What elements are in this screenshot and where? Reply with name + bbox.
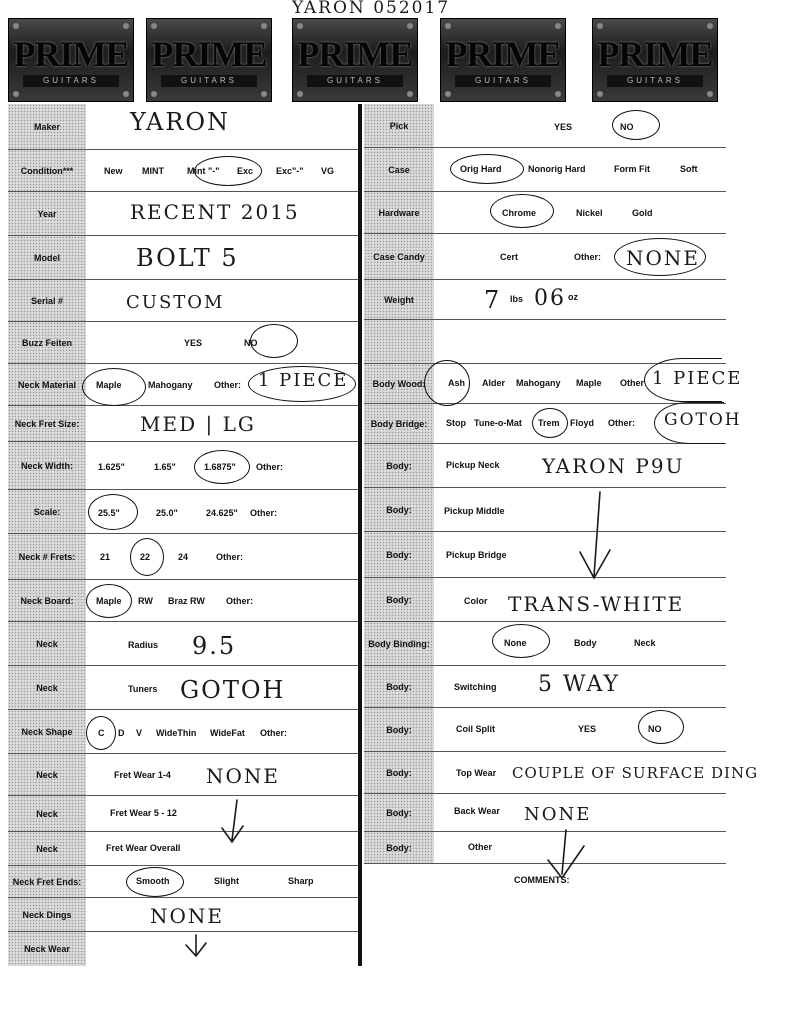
option: Exc — [237, 166, 254, 176]
option: Floyd — [570, 418, 594, 428]
option: 1.625" — [98, 462, 125, 472]
row-label: Body: — [364, 666, 434, 707]
option: Other: — [250, 508, 277, 518]
handwritten-value: 1 PIECE — [652, 368, 743, 389]
field-label: Top Wear — [456, 768, 497, 778]
option: 25.5" — [98, 508, 120, 518]
option: Mahogany — [516, 378, 561, 388]
row-label: Serial # — [8, 280, 86, 321]
logo-sub: GUITARS — [607, 75, 703, 87]
handwritten-value: COUPLE OF SURFACE DING — [512, 764, 759, 782]
option: Body — [574, 638, 597, 648]
row-label: Pick — [364, 104, 434, 147]
option: 22 — [140, 552, 151, 562]
option: Cert — [500, 252, 519, 262]
option: 24.625" — [206, 508, 238, 518]
option: VG — [321, 166, 335, 176]
option: Mint "-" — [187, 166, 220, 176]
option: WideThin — [156, 728, 197, 738]
logo-word: PRIME — [13, 34, 129, 74]
option: Stop — [446, 418, 466, 428]
row-label: Neck Fret Ends: — [8, 866, 86, 897]
row-label: Neck Board: — [8, 580, 86, 621]
row-label: Maker — [8, 104, 86, 149]
field-label: Back Wear — [454, 806, 500, 816]
handwritten-value: TRANS-WHITE — [508, 592, 685, 616]
ditto-arrow-head — [548, 846, 584, 878]
option: 1.6875" — [204, 462, 236, 472]
field-label: Fret Wear 1-4 — [114, 770, 171, 780]
row-label: Buzz Feiten — [8, 322, 86, 363]
option: Nickel — [576, 208, 603, 218]
logo-word: PRIME — [151, 34, 267, 74]
logo-word: PRIME — [597, 34, 713, 74]
row-label: Body Binding: — [364, 622, 434, 665]
row-label: Neck — [8, 832, 86, 865]
option: MINT — [142, 166, 164, 176]
handwritten-value: 5 WAY — [538, 672, 621, 697]
option: D — [118, 728, 125, 738]
row-label: Neck Dings — [8, 898, 86, 931]
option: Other: — [260, 728, 287, 738]
row-label: Neck — [8, 622, 86, 665]
row-label: Hardware — [364, 192, 434, 233]
weight-lbs-value: 7 — [484, 286, 502, 314]
row-label: Body: — [364, 832, 434, 863]
ditto-arrow — [594, 492, 600, 576]
handwritten-value: RECENT 2015 — [130, 200, 300, 224]
option: WideFat — [210, 728, 245, 738]
option: Other: — [608, 418, 635, 428]
unit-lbs: lbs — [510, 294, 524, 304]
handwritten-value: 9.5 — [192, 632, 237, 660]
row-label: Body: — [364, 752, 434, 793]
option: Other: — [226, 596, 253, 606]
handwritten-value: GOTOH — [664, 410, 742, 430]
option: Neck — [634, 638, 656, 648]
option: Gold — [632, 208, 653, 218]
row-label: Body: — [364, 578, 434, 621]
option-no: NO — [244, 338, 258, 348]
option: Form Fit — [614, 164, 650, 174]
option: Exc"-" — [276, 166, 304, 176]
row-label: Body: — [364, 488, 434, 531]
option: Maple — [96, 596, 122, 606]
logo-sub: GUITARS — [161, 75, 257, 87]
option: Trem — [538, 418, 560, 428]
option: Slight — [214, 876, 239, 886]
handwritten-header: YARON 052017 — [292, 0, 451, 18]
option: Mahogany — [148, 380, 193, 390]
comments-label: COMMENTS: — [514, 875, 570, 885]
row-label: Neck Material — [8, 364, 86, 405]
option-yes: YES — [184, 338, 203, 348]
row-label: Neck Width: — [8, 442, 86, 489]
row-label: Year — [8, 192, 86, 235]
row-label: Body: — [364, 794, 434, 831]
handwritten-value: GOTOH — [180, 676, 286, 704]
row-label: Neck — [8, 666, 86, 709]
ditto-arrow — [562, 830, 566, 874]
handwritten-value: MED | LG — [140, 412, 256, 436]
option: V — [136, 728, 143, 738]
row-label: Neck Shape — [8, 710, 86, 753]
weight-oz-value: 06 — [534, 286, 566, 311]
option: Other: — [216, 552, 243, 562]
field-label: Color — [464, 596, 488, 606]
field-label: Pickup Neck — [446, 460, 500, 470]
row-label: Body Bridge: — [364, 404, 434, 443]
field-label: Fret Wear 5 - 12 — [110, 808, 177, 818]
field-label: Other — [468, 842, 493, 852]
option: C — [98, 728, 105, 738]
handwritten-value: NONE — [524, 804, 592, 825]
handwritten-value: NONE — [626, 246, 700, 270]
row-label: Case Candy — [364, 234, 434, 279]
row-label: Body: — [364, 532, 434, 577]
option: RW — [138, 596, 153, 606]
row-label: Case — [364, 148, 434, 191]
row-label: Neck # Frets: — [8, 534, 86, 579]
option: Maple — [96, 380, 122, 390]
option-yes: YES — [554, 122, 573, 132]
field-label: Switching — [454, 682, 497, 692]
field-label: Radius — [128, 640, 159, 650]
ditto-arrow — [232, 800, 237, 840]
option: 25.0" — [156, 508, 178, 518]
option: Ash — [448, 378, 466, 388]
field-label: Coil Split — [456, 724, 495, 734]
option-no: NO — [620, 122, 634, 132]
option: 1.65" — [154, 462, 176, 472]
row-label: Neck Wear — [8, 932, 86, 966]
option: Nonorig Hard — [528, 164, 586, 174]
handwritten-value: NONE — [206, 764, 280, 788]
option-no: NO — [648, 724, 662, 734]
option: None — [504, 638, 527, 648]
option: Other: — [256, 462, 283, 472]
field-label: Pickup Middle — [444, 506, 505, 516]
logo-word: PRIME — [445, 34, 561, 74]
option: Smooth — [136, 876, 170, 886]
option: Sharp — [288, 876, 314, 886]
handwritten-value: YARON — [130, 108, 231, 136]
option: 21 — [100, 552, 111, 562]
option: New — [104, 166, 123, 176]
row-label: Neck — [8, 796, 86, 831]
option: Chrome — [502, 208, 537, 218]
unit-oz: oz — [568, 292, 578, 302]
logo-sub: GUITARS — [23, 75, 119, 87]
field-label: Pickup Bridge — [446, 550, 507, 560]
handwritten-value: CUSTOM — [126, 292, 225, 313]
row-label: Weight — [364, 280, 434, 319]
field-label: Tuners — [128, 684, 158, 694]
handwritten-value: 1 PIECE — [258, 370, 349, 391]
option: Alder — [482, 378, 506, 388]
field-label: Fret Wear Overall — [106, 843, 181, 853]
option: Other — [620, 378, 645, 388]
row-label: Scale: — [8, 490, 86, 533]
option: 24 — [178, 552, 189, 562]
logo-word: PRIME — [297, 34, 413, 74]
option: Soft — [680, 164, 698, 174]
option: Tune-o-Mat — [474, 418, 522, 428]
option: Other: — [574, 252, 601, 262]
handwritten-value: NONE — [150, 904, 224, 928]
row-label: Neck — [8, 754, 86, 795]
row-label: Body Wood: — [364, 364, 434, 403]
option: Braz RW — [168, 596, 205, 606]
logo-sub: GUITARS — [307, 75, 403, 87]
row-label: Body: — [364, 708, 434, 751]
option: Maple — [576, 378, 602, 388]
handwritten-value: YARON P9U — [542, 454, 685, 478]
option-yes: YES — [578, 724, 597, 734]
row-label: Model — [8, 236, 86, 279]
logo-sub: GUITARS — [455, 75, 551, 87]
row-label: Condition*** — [8, 150, 86, 191]
option: Orig Hard — [460, 164, 502, 174]
option: Other: — [214, 380, 241, 390]
row-label: Neck Fret Size: — [8, 406, 86, 441]
row-label: Body: — [364, 444, 434, 487]
handwritten-value: BOLT 5 — [136, 244, 239, 272]
